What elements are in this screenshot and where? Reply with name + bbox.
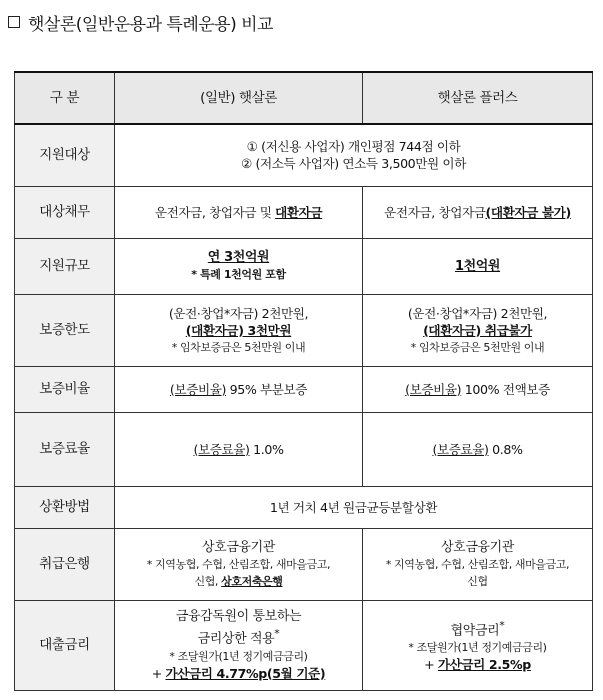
fee-plus-label: (보증료율) — [432, 441, 489, 457]
ratio-plus-label: (보증비율) — [405, 381, 462, 397]
debt-plus-bold: (대환자금 불가) — [485, 204, 571, 220]
fee-plus — [363, 412, 593, 486]
debt-general-text: 운전자금, 창업자금 및 — [154, 204, 276, 220]
fee-general-label: (보증료율) — [193, 441, 250, 457]
limit-plus — [363, 294, 593, 366]
rate-plus-plus — [367, 656, 588, 673]
checkbox-square-icon — [8, 16, 20, 28]
banks-plus — [363, 528, 593, 600]
limit-plus-line-2: (대환자금) 취급불가 — [423, 322, 532, 338]
row-label-rate: 대출금리 — [15, 600, 115, 690]
limit-plus-note: * 임차보증금은 5천만원 이내 — [410, 340, 545, 354]
row-repayment — [15, 486, 593, 528]
scale-plus-main: 1천억원 — [454, 259, 501, 274]
row-label-repayment: 상환방법 — [15, 486, 115, 528]
banks-general-note-1: * 지역농협, 수협, 산림조합, 새마을금고, — [146, 557, 331, 571]
header-general: (일반) 햇살론 — [115, 72, 363, 124]
rate-general-note: * 조달원가(1년 정기예금금리) — [169, 649, 308, 663]
debt-plus-text: 운전자금, 창업자금 — [384, 204, 486, 220]
comparison-table — [14, 71, 593, 691]
rate-plus-note: * 조달원가(1년 정기예금금리) — [408, 641, 547, 655]
eligibility-line-2: ② (저소득 사업자) 연소득 3,500만원 이하 — [241, 156, 466, 172]
ratio-general-value: 95% 부분보증 — [226, 381, 308, 397]
ratio-general-label: (보증비율) — [169, 381, 227, 397]
scale-general-main: 연 3천억원 — [207, 250, 270, 265]
debt-plus — [363, 186, 593, 238]
row-ratio — [15, 366, 593, 412]
rate-plus-plus-prefix: + — [424, 657, 438, 673]
table-header-row — [15, 72, 593, 124]
row-fee — [15, 412, 593, 486]
row-eligibility — [15, 124, 593, 186]
rate-general — [115, 600, 363, 690]
repayment-value: 1년 거치 4년 원금균등분할상환 — [115, 486, 593, 528]
row-limit — [15, 294, 593, 366]
banks-plus-title: 상호금융기관 — [441, 539, 514, 555]
document-heading — [8, 8, 273, 36]
heading-text: 햇살론(일반운용과 특례운용) 비교 — [28, 14, 273, 35]
header-plus: 햇살론 플러스 — [363, 72, 593, 124]
rate-plus — [363, 600, 593, 690]
fee-general — [115, 412, 363, 486]
limit-plus-line-1: (운전·창업*자금) 2천만원, — [407, 305, 548, 321]
row-label-limit: 보증한도 — [15, 294, 115, 366]
rate-plus-line-1 — [367, 617, 588, 639]
banks-plus-note-2: 신협 — [467, 574, 488, 588]
debt-general — [115, 186, 363, 238]
rate-general-plus-bold: 가산금리 4.77%p(5월 기준) — [165, 665, 326, 681]
row-rate — [15, 600, 593, 690]
limit-general — [115, 294, 363, 366]
row-banks — [15, 528, 593, 600]
row-label-banks: 취급은행 — [15, 528, 115, 600]
row-label-debt: 대상채무 — [15, 186, 115, 238]
banks-general-title: 상호금융기관 — [202, 539, 275, 555]
header-category: 구 분 — [15, 72, 115, 124]
rate-general-line-2-text: 금리상한 적용 — [197, 631, 275, 647]
rate-general-plus — [119, 665, 358, 682]
fee-general-value: 1.0% — [249, 441, 284, 457]
eligibility-value — [115, 124, 593, 186]
banks-general-note-2 — [119, 573, 358, 590]
banks-general-note-2-bold: 상호저축은행 — [221, 574, 283, 588]
row-label-scale: 지원규모 — [15, 238, 115, 294]
rate-general-plus-prefix: + — [151, 665, 166, 681]
rate-plus-line-1-text: 협약금리 — [450, 623, 500, 639]
ratio-plus-value: 100% 전액보증 — [461, 381, 550, 397]
scale-general — [115, 238, 363, 294]
debt-general-bold: 대환자금 — [275, 204, 323, 220]
banks-plus-note-1: * 지역농협, 수협, 산림조합, 새마을금고, — [385, 557, 570, 571]
row-label-ratio: 보증비율 — [15, 366, 115, 412]
rate-plus-plus-bold: 가산금리 2.5%p — [437, 657, 531, 673]
rate-general-line-2 — [119, 625, 358, 647]
scale-general-note: * 특례 1천억원 포함 — [191, 268, 286, 281]
banks-general-note-2-text: 신협, — [194, 574, 222, 588]
row-label-eligibility: 지원대상 — [15, 124, 115, 186]
limit-general-line-1: (운전·창업*자금) 2천만원, — [168, 305, 309, 321]
eligibility-line-1: ① (저신용 사업자) 개인평점 744점 이하 — [246, 139, 461, 155]
banks-general — [115, 528, 363, 600]
ratio-plus — [363, 366, 593, 412]
rate-general-star: * — [274, 627, 280, 641]
rate-general-line-1: 금융감독원이 통보하는 — [175, 609, 302, 625]
limit-general-note: * 임차보증금은 5천만원 이내 — [171, 340, 306, 354]
scale-plus — [363, 238, 593, 294]
row-debt — [15, 186, 593, 238]
row-scale — [15, 238, 593, 294]
fee-plus-value: 0.8% — [488, 441, 523, 457]
rate-plus-star: * — [499, 618, 505, 632]
row-label-fee: 보증료율 — [15, 412, 115, 486]
limit-general-line-2: (대환자금) 3천만원 — [185, 322, 292, 338]
ratio-general — [115, 366, 363, 412]
